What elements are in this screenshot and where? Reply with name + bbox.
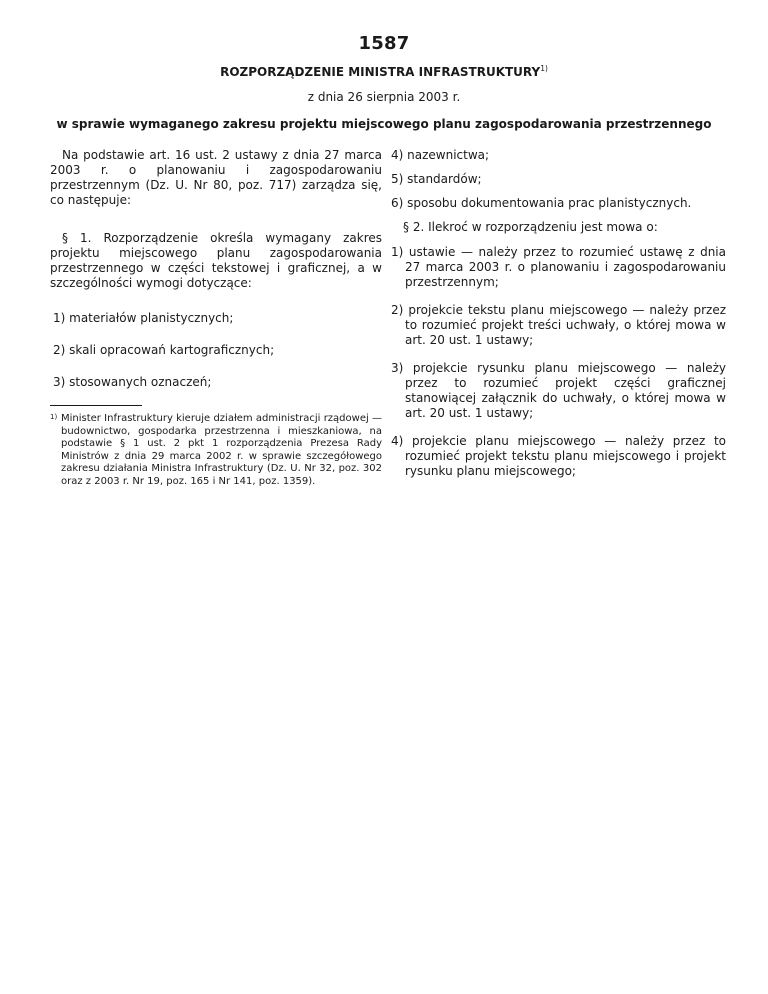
definition-item: 3) projekcie rysunku planu miejscowego — należy przez to rozumieć projekt części graficznej stanowiącej załącznik do uchwały, o której mowa w art. 20 ust. 1 ustawy;	[391, 361, 726, 420]
footnote	[50, 413, 382, 488]
right-column	[391, 148, 726, 492]
act-date: z dnia 26 sierpnia 2003 r.	[307, 90, 461, 104]
act-title-text: ROZPORZĄDZENIE MINISTRA INFRASTRUKTURY	[220, 65, 541, 79]
list-item: 2) skali opracowań kartograficznych;	[53, 343, 275, 357]
list-item: 4) nazewnictwa;	[391, 148, 490, 162]
list-item: 5) standardów;	[391, 172, 482, 186]
list-item: 1) materiałów planistycznych;	[53, 311, 234, 325]
act-title	[0, 64, 768, 79]
preamble: Na podstawie art. 16 ust. 2 ustawy z dnia 27 marca 2003 r. o planowaniu i zagospodarowaniu przestrzennym (Dz. U. Nr 80, poz. 717) zarządza się, co następuje:	[50, 148, 382, 207]
left-column	[50, 148, 382, 488]
section-2: § 2. Ilekroć w rozporządzeniu jest mowa o:	[403, 220, 658, 234]
definition-item: 4) projekcie planu miejscowego — należy przez to rozumieć projekt tekstu planu miejscowego i projekt rysunku planu miejscowego;	[391, 434, 726, 478]
footnote-text: Minister Infrastruktury kieruje działem administracji rządowej — budownictwo, gospodarka przestrzenna i mieszkaniowa, na podstawie § 1 ust. 2 pkt 1 rozporządzenia Prezesa Rady Ministrów z dnia 29 marca 2002 r. w sprawie szczegółowego zakresu działania Ministra Infrastruktury (Dz. U. Nr 32, poz. 302 oraz z 2003 r. Nr 19, poz. 165 i Nr 141, poz. 1359).	[61, 413, 382, 487]
definition-item: 2) projekcie tekstu planu miejscowego — należy przez to rozumieć projekt treści uchwały, o której mowa w art. 20 ust. 1 ustawy;	[391, 303, 726, 347]
section-1: § 1. Rozporządzenie określa wymagany zakres projektu miejscowego planu zagospodarowania przestrzennego w części tekstowej i graficznej, a w szczególności wymogi dotyczące:	[50, 231, 382, 290]
definition-item: 1) ustawie — należy przez to rozumieć ustawę z dnia 27 marca 2003 r. o planowaniu i zagospodarowaniu przestrzennym;	[391, 245, 726, 289]
list-item: 6) sposobu dokumentowania prac planistycznych.	[391, 196, 692, 210]
footnote-divider	[50, 405, 142, 406]
act-subject: w sprawie wymaganego zakresu projektu miejscowego planu zagospodarowania przestrzennego	[56, 117, 712, 131]
list-item: 3) stosowanych oznaczeń;	[53, 375, 212, 389]
footnote-mark: 1)	[50, 413, 58, 421]
position-number: 1587	[358, 33, 410, 54]
title-footnote-mark: 1)	[540, 64, 548, 73]
